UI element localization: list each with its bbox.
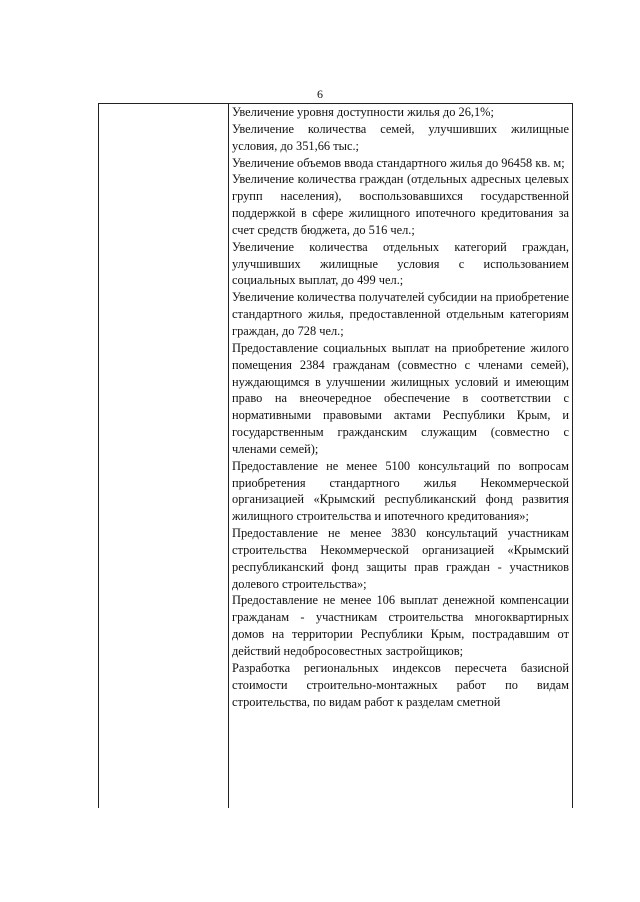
document-table [98, 103, 573, 808]
indicator-paragraph: Разработка региональных индексов пересчета базисной стоимости строительно-монтажных работ по видам строительства, по видам работ к разделам сметной [232, 660, 569, 709]
indicator-paragraph: Увеличение количества получателей субсидии на приобретение стандартного жилья, предоставленной отдельным категориям граждан, до 728 чел.; [232, 290, 569, 338]
table-right-column [229, 104, 572, 808]
indicator-paragraph: Увеличение количества семей, улучшивших жилищные условия, до 351,66 тыс.; [232, 121, 569, 153]
table-left-column [99, 104, 229, 808]
indicator-paragraph: Увеличение количества отдельных категорий граждан, улучшивших жилищные условия с использованием социальных выплат, до 499 чел.; [232, 239, 569, 288]
indicator-paragraph: Предоставление не менее 5100 консультаций по вопросам приобретения стандартного жилья Некоммерческой организацией «Крымский республиканский фонд развития жилищного строительства и ипотечного кредитования»; [232, 458, 569, 524]
indicator-paragraph: Увеличение уровня доступности жилья до 26,1%; [232, 105, 494, 119]
indicator-paragraph: Предоставление не менее 3830 консультаций участникам строительства Некоммерческой организацией «Крымский республиканский фонд защиты прав граждан - участников долевого строительства»; [232, 526, 569, 591]
indicator-paragraph: Увеличение объемов ввода стандартного жилья до 96458 кв. м; [232, 155, 565, 170]
indicator-paragraph: Увеличение количества граждан (отдельных адресных целевых групп населения), воспользовавшихся государственной поддержкой в сфере жилищного ипотечного кредитования за счет средств бюджета, до 516 чел.; [232, 172, 569, 237]
indicator-paragraph: Предоставление не менее 106 выплат денежной компенсации гражданам - участникам строительства многоквартирных домов на территории Республики Крым, пострадавшим от действий недобросовестных застройщиков; [232, 593, 569, 658]
indicator-paragraph: Предоставление социальных выплат на приобретение жилого помещения 2384 гражданам (совместно с членами семей), нуждающимся в улучшении жилищных условий и имеющим право на внеочередное обеспечение в соответствии с нормативными правовыми актами Республики Крым, и государственным гражданским служащим (совместно с членами семей); [232, 340, 569, 456]
page-number: 6 [317, 87, 323, 101]
